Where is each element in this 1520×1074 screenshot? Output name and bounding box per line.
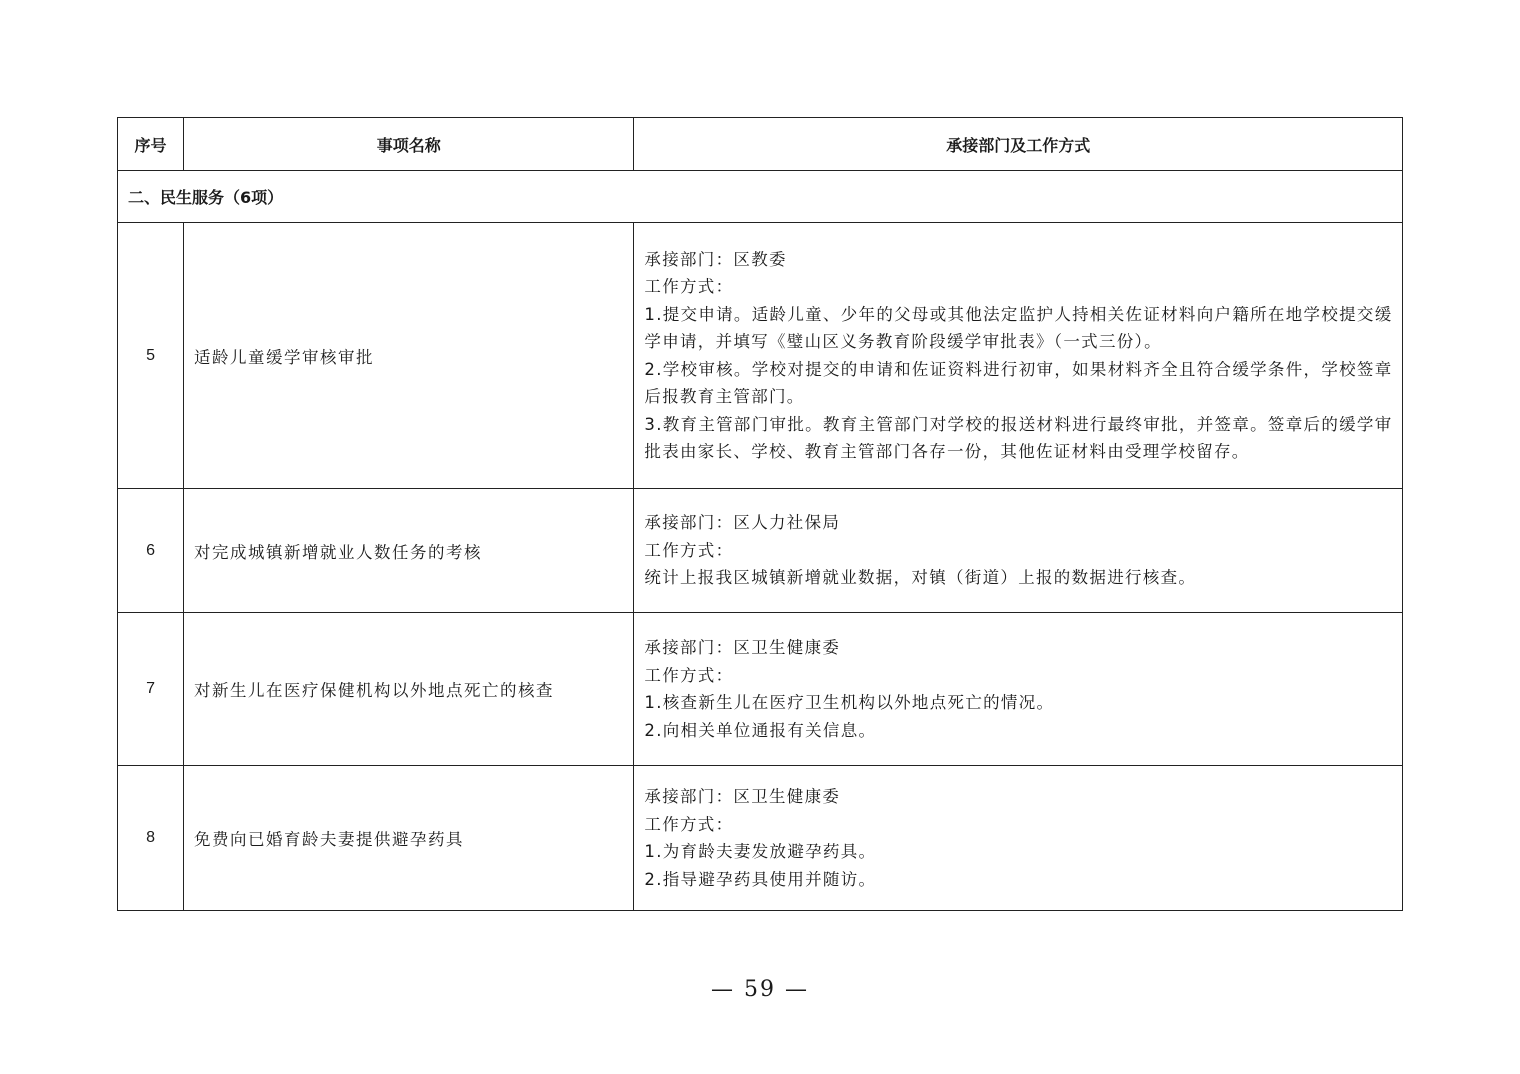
row-no: 5 (118, 223, 184, 489)
row-method-line: 1.提交申请。适龄儿童、少年的父母或其他法定监护人持相关佐证材料向户籍所在地学校提交缓学申请，并填写《璧山区义务教育阶段缓学审批表》（一式三份）。 (644, 304, 1393, 351)
row-method-line: 2.指导避孕药具使用并随访。 (644, 869, 877, 889)
table-row (118, 489, 1403, 613)
table-header-row (118, 118, 1403, 171)
row-no: 6 (118, 489, 184, 613)
section-row (118, 171, 1403, 223)
header-no: 序号 (118, 118, 184, 171)
row-name: 对完成城镇新增就业人数任务的考核 (184, 489, 634, 613)
row-method-label: 工作方式： (644, 540, 734, 560)
row-name: 对新生儿在医疗保健机构以外地点死亡的核查 (184, 613, 634, 766)
row-dept: 承接部门：区人力社保局 (644, 513, 841, 533)
row-method-label: 工作方式： (644, 277, 734, 296)
row-name: 免费向已婚育龄夫妻提供避孕药具 (184, 766, 634, 911)
row-method-line: 3.教育主管部门审批。教育主管部门对学校的报送材料进行最终审批，并签章。签章后的缓学审批表由家长、学校、教育主管部门各存一份，其他佐证材料由受理学校留存。 (644, 414, 1393, 461)
service-items-table (117, 117, 1403, 911)
row-method-line: 2.学校审核。学校对提交的申请和佐证资料进行初审，如果材料齐全且符合缓学条件，学校签章后报教育主管部门。 (644, 359, 1393, 406)
row-no: 8 (118, 766, 184, 911)
table-row (118, 223, 1403, 489)
row-name: 适龄儿童缓学审核审批 (184, 223, 634, 489)
page-number: — 59 — (711, 977, 809, 1002)
row-method-line: 1.核查新生儿在医疗卫生机构以外地点死亡的情况。 (644, 693, 1055, 712)
header-name: 事项名称 (184, 118, 634, 171)
header-detail: 承接部门及工作方式 (634, 118, 1403, 171)
row-detail (634, 223, 1403, 489)
row-dept: 承接部门：区卫生健康委 (644, 787, 841, 806)
row-method-line: 1.为育龄夫妻发放避孕药具。 (644, 842, 877, 861)
table-row (118, 613, 1403, 766)
row-method-label: 工作方式： (644, 665, 734, 685)
row-dept: 承接部门：区卫生健康委 (644, 638, 841, 657)
table-row (118, 766, 1403, 911)
row-dept: 承接部门：区教委 (644, 249, 787, 269)
row-detail (634, 766, 1403, 911)
row-no: 7 (118, 613, 184, 766)
row-method-line: 统计上报我区城镇新增就业数据，对镇（街道）上报的数据进行核查。 (644, 568, 1197, 588)
row-method-label: 工作方式： (644, 814, 734, 834)
row-detail (634, 613, 1403, 766)
row-detail (634, 489, 1403, 613)
row-method-line: 2.向相关单位通报有关信息。 (644, 720, 877, 740)
section-title: 二、民生服务（6项） (118, 171, 1403, 223)
